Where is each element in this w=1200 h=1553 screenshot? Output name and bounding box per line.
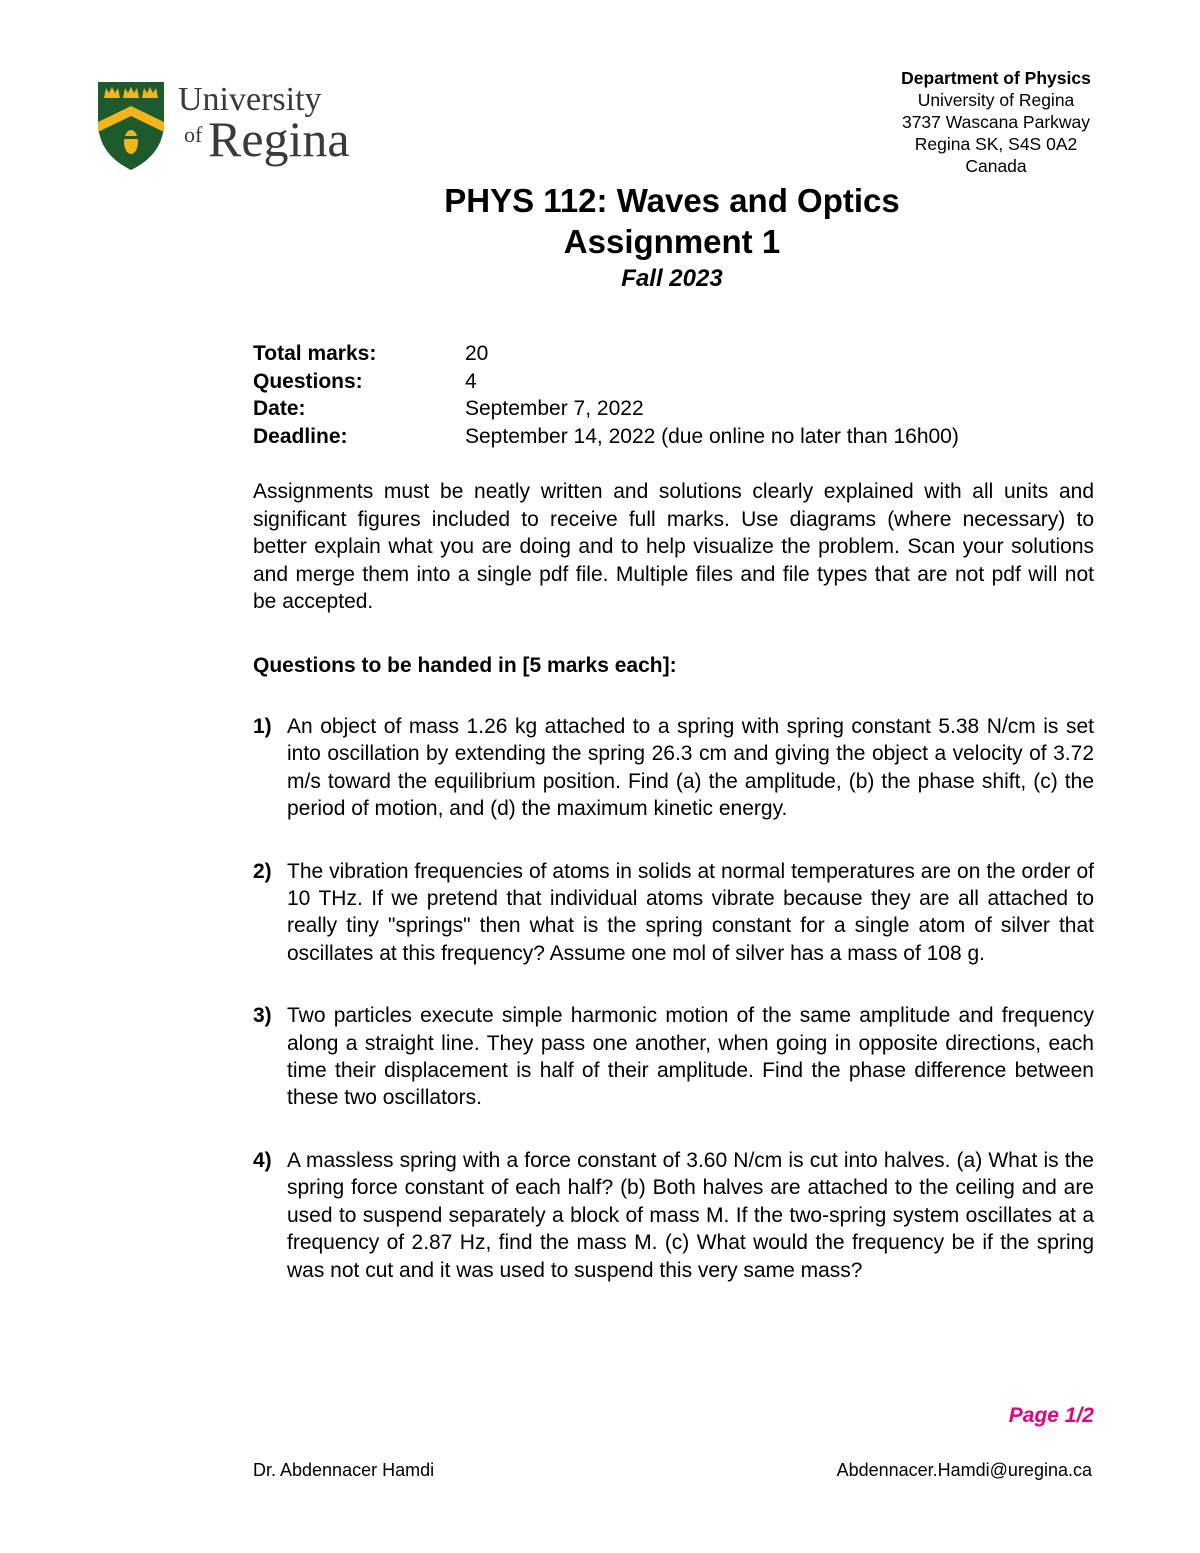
question-list: [253, 713, 1094, 1319]
meta-row: [253, 340, 959, 368]
question-text: An object of mass 1.26 kg attached to a spring with spring constant 5.38 N/cm is set into oscillation by extending the spring 26.3 cm and giving the object a velocity of 3.72 m/s toward the equilibrium position. Find (a) the amplitude, (b) the phase shift, (c) the period of motion, and (d) the maximum kinetic energy.: [287, 715, 1094, 821]
meta-label: Deadline:: [253, 424, 348, 448]
department-title: Department of Physics: [901, 68, 1091, 88]
meta-value: September 7, 2022: [465, 397, 644, 420]
question-number: 2): [253, 859, 272, 883]
meta-row: [253, 368, 959, 396]
logo-text-of: of: [184, 122, 203, 147]
question-item: [253, 1002, 1094, 1112]
question-text: Two particles execute simple harmonic motion of the same amplitude and frequency along a straight line. They pass one another, when going in opposite directions, each time their displacement is half of their amplitude. Find the phase difference between these two oscillators.: [287, 1004, 1094, 1110]
logo-text-university: University: [178, 81, 322, 118]
question-item: [253, 858, 1094, 968]
address-line: Canada: [965, 156, 1027, 176]
title-block: [300, 180, 1044, 296]
meta-row: [253, 423, 959, 451]
meta-value: 4: [465, 369, 477, 393]
question-item: [253, 1147, 1094, 1284]
assignment-title: Assignment 1: [563, 223, 781, 260]
meta-label: Questions:: [253, 369, 363, 393]
instructions-paragraph: Assignments must be neatly written and solutions clearly explained with all units and significant figures included to receive full marks. Use diagrams (where necessary) to better explain what you are doing and to help visualize the problem. Scan your solutions and merge them into a single pdf file. Multiple files and file types that are not pdf will not be accepted.: [253, 480, 1094, 614]
assignment-meta: [253, 340, 959, 450]
question-number: 3): [253, 1004, 272, 1028]
footer-author: Dr. Abdennacer Hamdi: [253, 1460, 435, 1480]
question-number: 4): [253, 1148, 272, 1172]
meta-label: Total marks:: [253, 342, 377, 365]
logo-text-regina: Regina: [208, 111, 350, 167]
department-address: [840, 67, 1152, 177]
address-line: University of Regina: [917, 90, 1075, 110]
footer-email: Abdennacer.Hamdi@uregina.ca: [836, 1460, 1092, 1480]
course-title: PHYS 112: Waves and Optics: [444, 182, 900, 219]
meta-value: 20: [465, 342, 489, 365]
term-label: Fall 2023: [621, 265, 723, 292]
question-text: The vibration frequencies of atoms in solids at normal temperatures are on the order of 10 THz. If we pretend that individual atoms vibrate because they are all attached to really tiny "springs" then what is the spring constant for a single atom of silver that oscillates at this frequency? Assume one mol of silver has a mass of 108 g.: [287, 859, 1094, 965]
meta-label: Date:: [253, 397, 306, 420]
question-item: [253, 713, 1094, 823]
question-text: A massless spring with a force constant of 3.60 N/cm is cut into halves. (a) What is the spring force constant of each half? (b) Both halves are attached to the ceiling and are used to suspend separately a block of mass M. If the two-spring system oscillates at a frequency of 2.87 Hz, find the mass M. (c) What would the frequency be if the spring was not cut and it was used to suspend this very same mass?: [287, 1148, 1094, 1282]
address-line: 3737 Wascana Parkway: [901, 112, 1091, 132]
meta-value: September 14, 2022 (due online no later than 16h00): [465, 424, 959, 448]
page-number: Page 1/2: [1008, 1404, 1094, 1427]
meta-row: [253, 395, 959, 423]
section-heading: Questions to be handed in [5 marks each]:: [253, 654, 677, 677]
university-shield-icon: [96, 80, 366, 172]
university-logo: [96, 80, 366, 172]
address-line: Regina SK, S4S 0A2: [914, 134, 1078, 154]
question-number: 1): [253, 715, 272, 738]
